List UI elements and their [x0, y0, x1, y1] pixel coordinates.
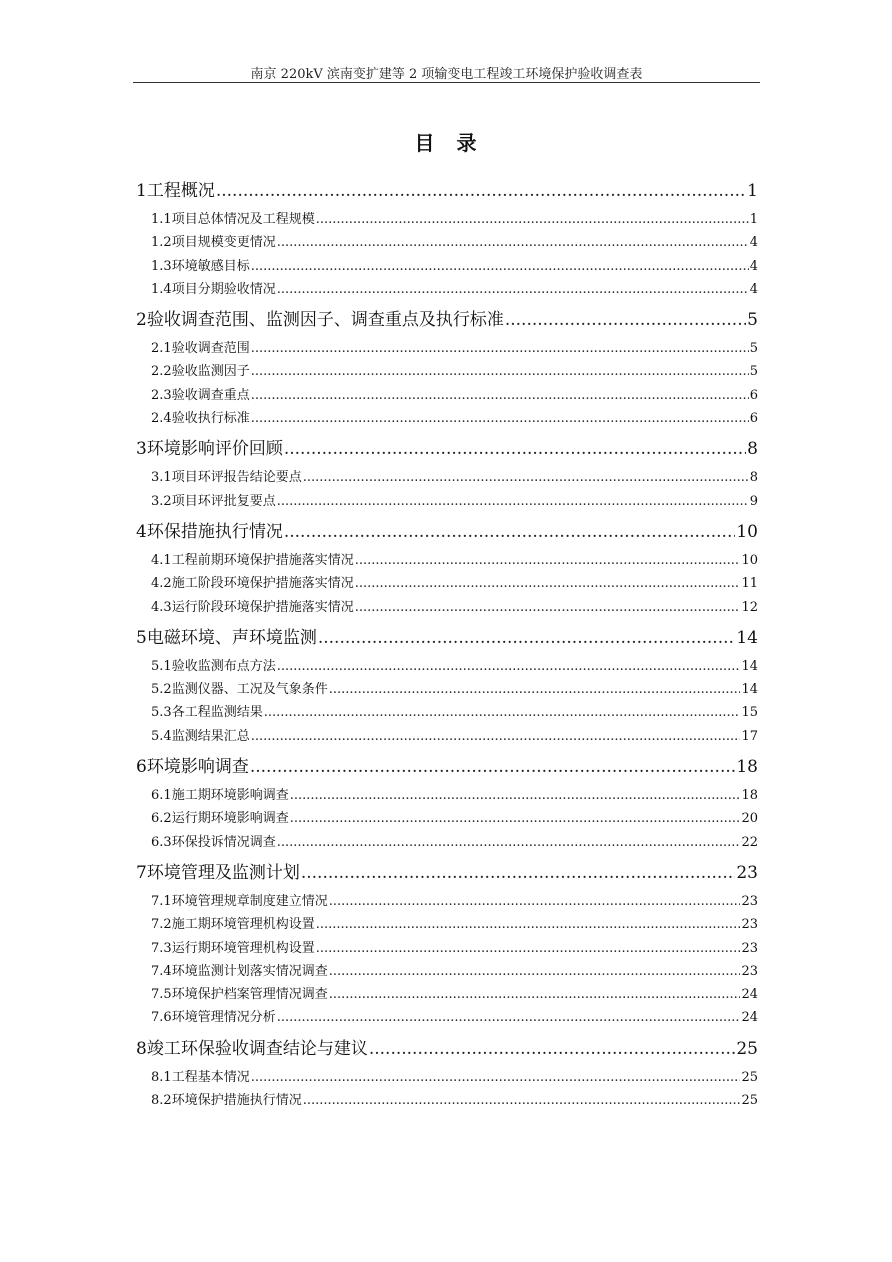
toc-entry-subsection[interactable]: [136, 337, 758, 360]
toc-entry-subsection[interactable]: [136, 360, 758, 383]
toc-page-number: 9: [749, 493, 758, 509]
toc-dot-leader: [277, 835, 741, 850]
toc-dot-leader: [277, 282, 749, 297]
toc-section-number: 6: [136, 757, 147, 778]
toc-subsection-number: 1.2: [151, 235, 172, 251]
toc-subsection-title: 运行期环境管理机构设置: [171, 940, 315, 956]
toc-entry-section[interactable]: [136, 434, 758, 460]
toc-subsection-title: 环境保护措施执行情况: [171, 1093, 302, 1109]
toc-subsection-number: 3.1: [151, 470, 172, 486]
toc-subsection-number: 2.2: [151, 364, 172, 380]
toc-section-title: 竣工环保验收调查结论与建议: [146, 1038, 368, 1059]
toc-dot-leader: [316, 941, 741, 956]
toc-subsection-title: 验收调查范围: [171, 341, 250, 357]
toc-entry-subsection[interactable]: [136, 1089, 758, 1112]
toc-subsection-title: 项目环评批复要点: [171, 493, 276, 509]
toc-subsection-title: 项目分期验收情况: [171, 281, 276, 297]
table-of-contents: [136, 172, 758, 1112]
toc-page-number: 25: [741, 1069, 758, 1085]
toc-subsection-title: 项目总体情况及工程规模: [171, 212, 315, 227]
toc-page-number: 4: [749, 235, 758, 251]
toc-page-number: 14: [741, 682, 758, 698]
toc-subsection-number: 2.1: [151, 341, 172, 357]
toc-subsection-number: 5.4: [151, 728, 172, 744]
toc-entry-subsection[interactable]: [136, 490, 758, 513]
toc-entry-subsection[interactable]: [136, 937, 758, 960]
toc-page-number: 12: [741, 599, 758, 615]
toc-subsection-title: 验收监测布点方法: [171, 658, 276, 674]
toc-entry-subsection[interactable]: [136, 231, 758, 254]
toc-subsection-number: 2.3: [151, 387, 172, 403]
toc-page-number: 23: [741, 940, 758, 956]
toc-subsection-number: 2.4: [151, 411, 172, 427]
toc-subsection-number: 1.1: [151, 212, 172, 227]
toc-title: 目 录: [414, 131, 478, 155]
toc-entry-subsection[interactable]: [136, 655, 758, 678]
toc-subsection-title: 施工期环境管理机构设置: [171, 917, 315, 933]
toc-entry-subsection[interactable]: [136, 278, 758, 301]
toc-dot-leader: [329, 964, 741, 979]
toc-page-number: 8: [747, 439, 758, 460]
toc-subsection-title: 工程前期环境保护措施落实情况: [171, 552, 354, 568]
toc-subsection-number: 7.1: [151, 893, 172, 909]
toc-subsection-title: 环境敏感目标: [171, 258, 250, 274]
toc-dot-leader: [264, 705, 741, 720]
toc-subsection-number: 7.6: [151, 1010, 172, 1026]
toc-entry-subsection[interactable]: [136, 1006, 758, 1029]
toc-page-number: 23: [736, 862, 758, 883]
toc-entry-subsection[interactable]: [136, 678, 758, 701]
toc-subsection-number: 6.1: [151, 788, 172, 804]
toc-page-number: 14: [741, 658, 758, 674]
toc-section-title: 工程概况: [146, 181, 215, 201]
toc-section-title: 环境管理及监测计划: [146, 862, 300, 883]
toc-dot-leader: [301, 863, 736, 883]
toc-subsection-title: 施工期环境影响调查: [171, 788, 289, 804]
toc-subsection-number: 7.2: [151, 917, 172, 933]
toc-dot-leader: [303, 1093, 741, 1108]
toc-page-number: 1: [749, 212, 758, 227]
toc-subsection-title: 监测结果汇总: [171, 728, 250, 744]
toc-dot-leader: [284, 522, 736, 542]
toc-subsection-title: 验收调查重点: [171, 387, 250, 403]
toc-dot-leader: [290, 788, 741, 803]
toc-page-number: 25: [741, 1093, 758, 1109]
toc-dot-leader: [329, 987, 741, 1002]
toc-page-number: 5: [749, 364, 758, 380]
toc-entry-subsection[interactable]: [136, 208, 758, 231]
toc-dot-leader: [251, 341, 749, 356]
toc-dot-leader: [277, 659, 741, 674]
toc-subsection-number: 5.2: [151, 682, 172, 698]
toc-subsection-title: 工程基本情况: [171, 1069, 250, 1085]
toc-dot-leader: [251, 729, 741, 744]
toc-dot-leader: [277, 235, 749, 250]
toc-subsection-title: 环境保护档案管理情况调查: [171, 987, 328, 1003]
toc-dot-leader: [303, 470, 749, 485]
toc-subsection-number: 4.2: [151, 576, 172, 592]
toc-entry-subsection[interactable]: [136, 831, 758, 854]
toc-dot-leader: [251, 364, 749, 379]
toc-page-number: 4: [749, 258, 758, 274]
toc-dot-leader: [251, 259, 749, 274]
toc-page-number: 15: [741, 705, 758, 721]
toc-entry-subsection[interactable]: [136, 890, 758, 913]
toc-subsection-number: 6.3: [151, 834, 172, 850]
toc-page-number: 5: [747, 310, 758, 331]
toc-page-number: 6: [749, 411, 758, 427]
toc-subsection-title: 环保投诉情况调查: [171, 834, 276, 850]
toc-section-title: 电磁环境、声环境监测: [146, 627, 317, 648]
toc-entry-subsection[interactable]: [136, 807, 758, 830]
toc-subsection-title: 各工程监测结果: [171, 705, 263, 721]
toc-page-number: 4: [749, 281, 758, 297]
toc-subsection-number: 7.3: [151, 940, 172, 956]
toc-page-number: 10: [736, 521, 758, 542]
toc-subsection-title: 环境监测计划落实情况调查: [171, 963, 328, 979]
toc-dot-leader: [250, 757, 736, 777]
toc-dot-leader: [355, 553, 741, 568]
toc-dot-leader: [369, 1039, 736, 1059]
toc-subsection-number: 7.4: [151, 963, 172, 979]
running-header: 南京 220kV 滨南变扩建等 2 项输变电工程竣工环境保护验收调查表: [250, 67, 643, 82]
toc-subsection-number: 4.3: [151, 599, 172, 615]
toc-entry-subsection[interactable]: [136, 725, 758, 748]
toc-section-title: 环境影响评价回顾: [146, 439, 283, 460]
toc-entry-subsection[interactable]: [136, 960, 758, 983]
toc-entry-subsection[interactable]: [136, 255, 758, 278]
toc-subsection-number: 8.2: [151, 1093, 172, 1109]
toc-page-number: 18: [741, 788, 758, 804]
toc-section-title: 验收调查范围、监测因子、调查重点及执行标准: [146, 310, 504, 331]
toc-subsection-title: 项目环评报告结论要点: [171, 470, 302, 486]
toc-dot-leader: [318, 628, 736, 648]
toc-subsection-title: 环境管理规章制度建立情况: [171, 893, 328, 909]
toc-dot-leader: [284, 439, 746, 459]
toc-entry-subsection[interactable]: [136, 701, 758, 724]
toc-section-number: 4: [136, 521, 147, 542]
toc-dot-leader: [329, 894, 741, 909]
toc-subsection-number: 5.3: [151, 705, 172, 721]
toc-dot-leader: [355, 576, 741, 591]
toc-subsection-title: 监测仪器、工况及气象条件: [171, 682, 328, 698]
toc-section-number: 1: [136, 181, 147, 201]
toc-dot-leader: [251, 411, 749, 426]
toc-page-number: 20: [741, 811, 758, 827]
toc-page-number: 23: [741, 893, 758, 909]
toc-subsection-title: 验收执行标准: [171, 411, 250, 427]
toc-dot-leader: [290, 811, 741, 826]
toc-page-number: 23: [741, 963, 758, 979]
toc-dot-leader: [251, 1070, 741, 1085]
toc-subsection-number: 3.2: [151, 493, 172, 509]
toc-dot-leader: [329, 682, 741, 697]
toc-page-number: 1: [747, 181, 758, 201]
toc-section-title: 环保措施执行情况: [146, 521, 283, 542]
toc-entry-subsection[interactable]: [136, 549, 758, 572]
toc-section-number: 8: [136, 1038, 147, 1059]
toc-entry-subsection[interactable]: [136, 784, 758, 807]
toc-subsection-title: 项目规模变更情况: [171, 235, 276, 251]
toc-page-number: 11: [741, 576, 758, 592]
toc-subsection-title: 运行期环境影响调查: [171, 811, 289, 827]
toc-section-number: 2: [136, 310, 147, 331]
toc-page-number: 24: [741, 987, 758, 1003]
toc-entry-subsection[interactable]: [136, 384, 758, 407]
toc-subsection-title: 环境管理情况分析: [171, 1010, 276, 1026]
toc-dot-leader: [251, 388, 749, 403]
toc-subsection-number: 5.1: [151, 658, 172, 674]
toc-page-number: 25: [736, 1038, 758, 1059]
toc-section-title: 环境影响调查: [146, 757, 249, 778]
toc-subsection-number: 6.2: [151, 811, 172, 827]
toc-page-number: 6: [749, 387, 758, 403]
toc-dot-leader: [316, 917, 741, 932]
toc-subsection-number: 7.5: [151, 987, 172, 1003]
toc-entry-section[interactable]: [136, 858, 758, 881]
toc-entry-subsection[interactable]: [136, 466, 758, 489]
toc-page-number: 24: [741, 1010, 758, 1026]
header-rule: [133, 82, 760, 83]
toc-subsection-number: 4.1: [151, 552, 172, 568]
toc-dot-leader: [505, 310, 746, 330]
toc-dot-leader: [216, 181, 746, 201]
toc-subsection-title: 施工阶段环境保护措施落实情况: [171, 576, 354, 592]
toc-entry-subsection[interactable]: [136, 983, 758, 1006]
toc-entry-subsection[interactable]: [136, 407, 758, 430]
toc-page-number: 8: [749, 470, 758, 486]
toc-entry-section[interactable]: [136, 623, 758, 646]
toc-page-number: 22: [741, 834, 758, 850]
toc-dot-leader: [277, 494, 749, 509]
toc-entry-section[interactable]: [136, 1034, 758, 1057]
toc-page-number: 17: [741, 728, 758, 744]
toc-subsection-number: 1.4: [151, 281, 172, 297]
toc-entry-section[interactable]: [136, 305, 758, 331]
toc-section-number: 3: [136, 439, 147, 460]
toc-entry-section[interactable]: [136, 176, 758, 199]
toc-subsection-number: 8.1: [151, 1069, 172, 1085]
toc-dot-leader: [316, 212, 749, 227]
toc-dot-leader: [277, 1010, 741, 1025]
toc-page-number: 5: [749, 341, 758, 357]
toc-subsection-number: 1.3: [151, 258, 172, 274]
toc-entry-subsection[interactable]: [136, 596, 758, 619]
toc-dot-leader: [355, 600, 741, 615]
toc-page-number: 10: [741, 552, 758, 568]
toc-entry-subsection[interactable]: [136, 1066, 758, 1089]
toc-entry-section[interactable]: [136, 752, 758, 778]
toc-page-number: 23: [741, 917, 758, 933]
toc-page-number: 14: [736, 627, 758, 648]
toc-subsection-title: 运行阶段环境保护措施落实情况: [171, 599, 354, 615]
toc-entry-subsection[interactable]: [136, 572, 758, 595]
toc-entry-section[interactable]: [136, 517, 758, 540]
toc-section-number: 5: [136, 627, 147, 648]
toc-page-number: 18: [736, 757, 758, 778]
toc-entry-subsection[interactable]: [136, 913, 758, 936]
toc-section-number: 7: [136, 862, 147, 883]
toc-subsection-title: 验收监测因子: [171, 364, 250, 380]
